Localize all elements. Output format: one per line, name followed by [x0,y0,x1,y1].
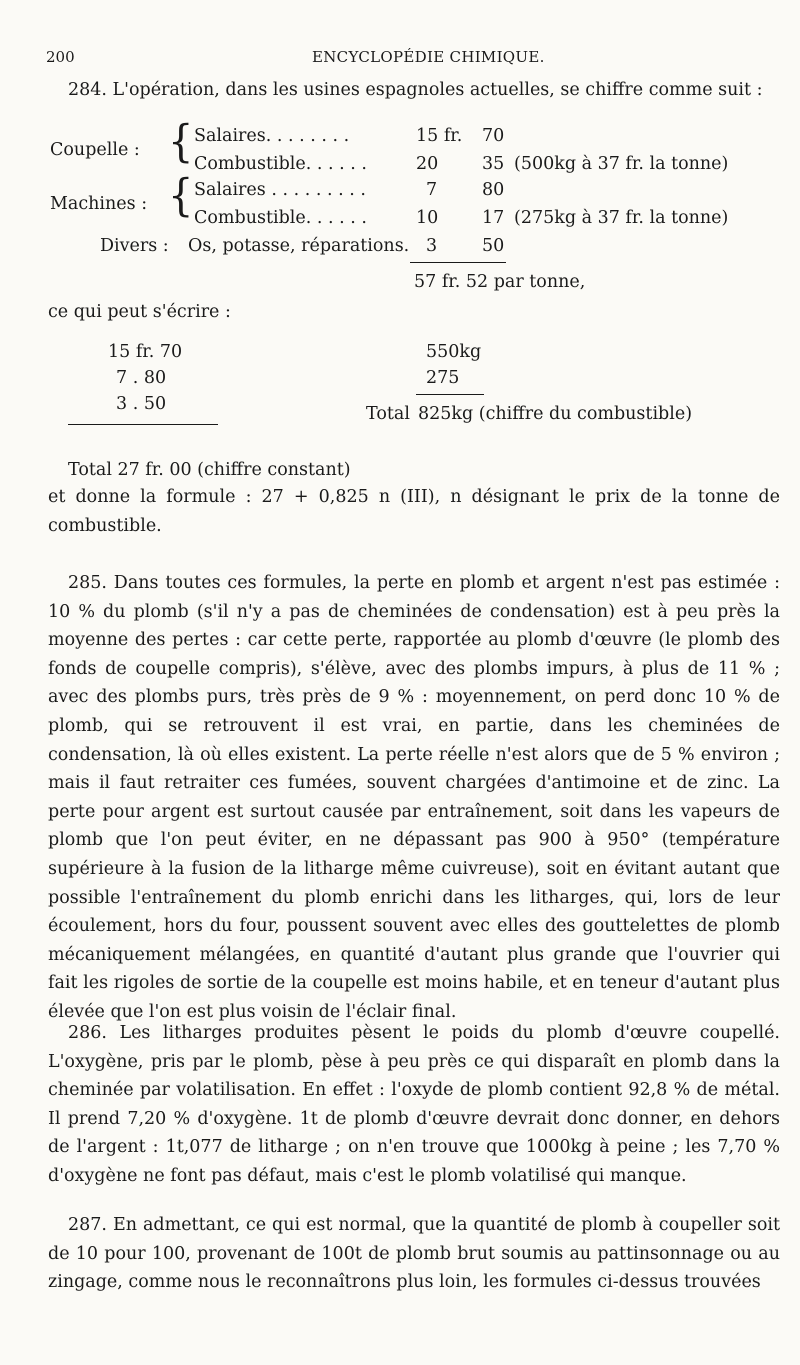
row-item: Combustible. . . . . . [194,208,367,228]
section-286-text: 286. Les litharges produites pèsent le poids du plomb d'œuvre coupellé. L'oxygène, pris par le plomb, pèse à peu près ce qui disparaît en plomb dans la cheminée par volatilisation. En effet : l'oxyde de plomb contient 92,8 % de métal. Il prend 7,20 % d'oxygène. 1t de plomb d'œuvre devrait donc donner, en dehors de l'argent : 1t,077 de litharge ; on n'en trouve que 1000kg à peine ; les 7,70 % d'oxygène ne font pas défaut, mais c'est le plomb volatilisé qui manque. [48,1023,780,1186]
divers-label: Divers : [100,236,169,256]
row-item: Salaires . . . . . . . . . [194,180,366,200]
row-francs: 20 [416,154,439,174]
row-centimes: 35 [482,154,505,174]
page-number: 200 [46,48,75,66]
formula-text: et donne la formule : 27 + 0,825 n (III), n désignant le prix de la tonne de combustible. [48,487,780,536]
left-col-value: 3 . 50 [116,394,167,414]
right-col-value: 550kg [426,342,482,362]
row-francs: 15 fr. [416,126,463,146]
section-284-intro: 284. L'opération, dans les usines espagnoles actuelles, se chiffre comme suit : [68,80,763,100]
right-total-value: 825kg (chiffre du combustible) [418,404,693,424]
section-287-text: 287. En admettant, ce qui est normal, que la quantité de plomb à coupeller soit de 10 pour 100, provenant de 100t de plomb brut soumis au pattinsonnage ou au zingage, comme nous le reconnaîtrons plus loin, les formules ci-dessus trouvées [48,1215,780,1293]
section-287 [48,1211,780,1297]
row-centimes: 17 [482,208,505,228]
right-total-label: Total [366,404,410,424]
row-item: Salaires. . . . . . . . [194,126,350,146]
row-centimes: 50 [482,236,505,256]
left-col-rule [68,424,218,425]
running-title: ENCYCLOPÉDIE CHIMIQUE. [312,48,545,66]
sum-rule [410,262,506,263]
right-col-value: 275 [426,368,460,388]
coupelle-label: Coupelle : [50,140,140,160]
row-centimes: 70 [482,126,505,146]
row-note: (275kg à 37 fr. la tonne) [514,208,729,228]
section-285 [48,569,780,1027]
formula-conclusion [48,483,780,540]
total-per-tonne: 57 fr. 52 par tonne, [414,272,586,292]
section-286 [48,1019,780,1191]
rewrite-label: ce qui peut s'écrire : [48,302,231,322]
row-note: (500kg à 37 fr. la tonne) [514,154,729,174]
row-item: Os, potasse, réparations. [188,236,410,256]
machines-brace: { [168,170,194,222]
section-285-text: 285. Dans toutes ces formules, la perte en plomb et argent n'est pas estimée : 10 % du plomb (s'il n'y a pas de cheminées de condensation) est à peu près la moyenne des pertes : car cette perte, rapportée au plomb d'œuvre (le plomb des fonds de coupelle compris), s'élève, avec des plombs impurs, à plus de 11 % ; avec des plombs purs, très près de 9 % : moyennement, on perd donc 10 % de plomb, qui se retrouvent il est vrai, en partie, dans les cheminées de condensation, là où elles existent. La perte réelle n'est alors que de 5 % environ ; mais il faut retraiter ces fumées, souvent chargées d'antimoine et de zinc. La perte pour argent est surtout causée par entraînement, soit dans les vapeurs de plomb que l'on peut éviter, en ne dépassant pas 900 à 950° (température supérieure à la fusion de la litharge même cuivreuse), soit en évitant autant que possible l'entraînement du plomb enrichi dans les litharges, qui, lors de leur écoulement, hors du four, poussent souvent avec elles des gouttelettes de plomb mécaniquement mélangées, en quantité d'autant plus grande que l'ouvrier qui fait les rigoles de sortie de la coupelle est moins habile, et en teneur d'autant plus élevée que l'on est plus voisin de l'éclair final. [48,573,780,1022]
row-francs: 7 [426,180,438,200]
coupelle-brace: { [168,116,194,168]
row-item: Combustible. . . . . . [194,154,367,174]
row-francs: 3 [426,236,438,256]
left-total: Total 27 fr. 00 (chiffre constant) [68,460,351,480]
left-col-value: 15 fr. 70 [108,342,183,362]
machines-label: Machines : [50,194,148,214]
right-col-rule [416,394,484,395]
row-francs: 10 [416,208,439,228]
left-col-value: 7 . 80 [116,368,167,388]
row-centimes: 80 [482,180,505,200]
